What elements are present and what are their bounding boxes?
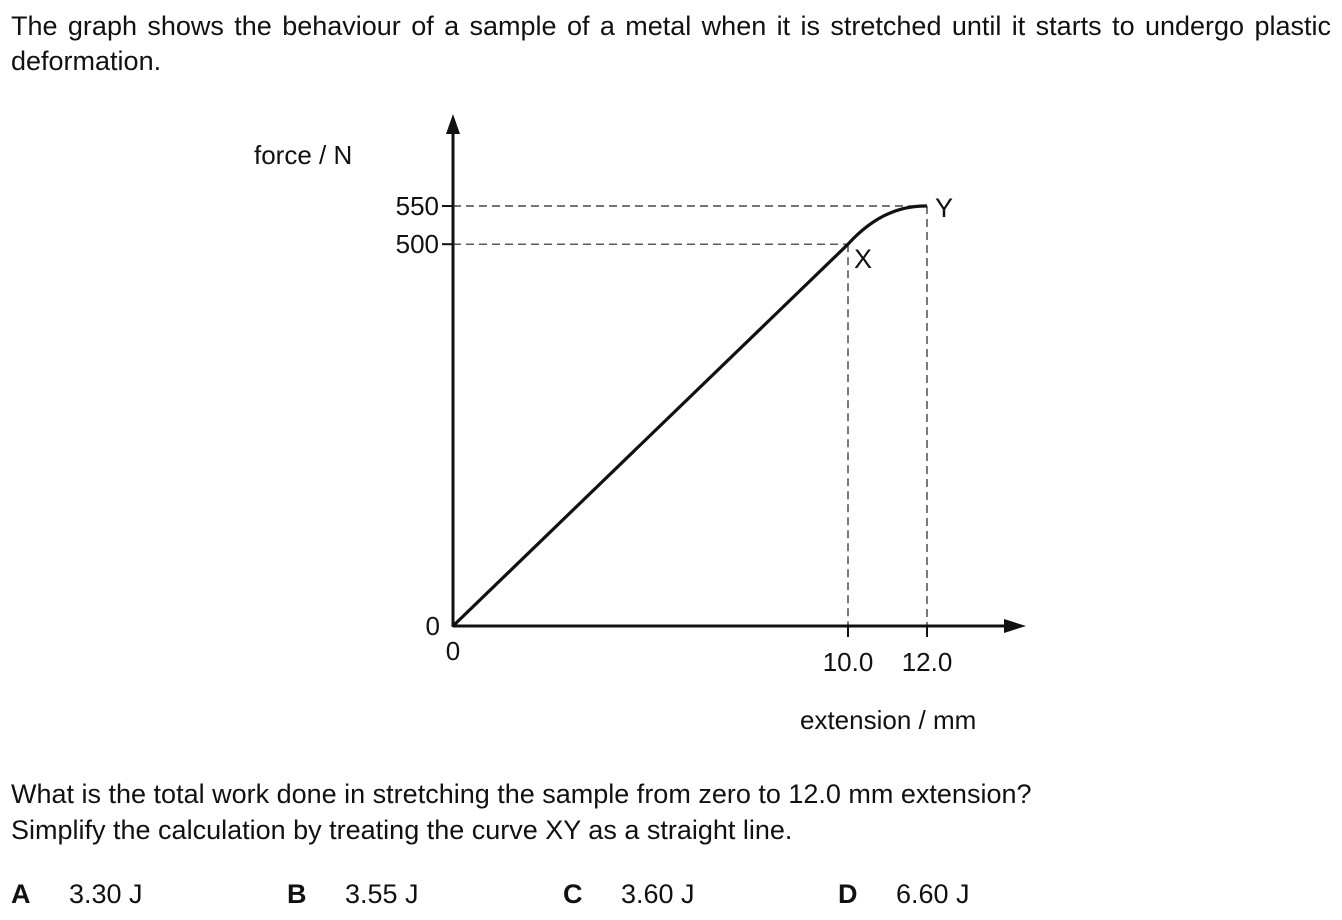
- y-tick-label: 500: [395, 229, 439, 260]
- x-tick-label: 10.0: [822, 647, 874, 677]
- annotations: [854, 193, 953, 274]
- x-tick-label: 0: [445, 636, 461, 666]
- option-c[interactable]: [563, 877, 695, 911]
- point-label-x: X: [854, 244, 873, 275]
- option-value: 3.55 J: [345, 879, 419, 909]
- question: [11, 776, 1032, 848]
- question-line-1: What is the total work done in stretching the sample from zero to 12.0 mm extension?: [11, 779, 1032, 809]
- point-label-y: Y: [935, 193, 954, 224]
- option-letter: A: [11, 879, 31, 909]
- intro-text: The graph shows the behaviour of a sample of a metal when it is stretched until it starts to undergo plastic deformation.: [11, 11, 1331, 76]
- option-b[interactable]: [287, 877, 419, 911]
- option-a[interactable]: [11, 877, 143, 911]
- option-value: 3.60 J: [621, 879, 695, 909]
- x-axis-arrow: [1004, 619, 1026, 633]
- x-tick-label: 12.0: [901, 647, 953, 677]
- x-axis-label: extension / mm: [800, 705, 977, 735]
- question-line-2: Simplify the calculation by treating the curve XY as a straight line.: [11, 815, 793, 845]
- option-letter: C: [563, 879, 583, 909]
- option-letter: D: [838, 879, 858, 909]
- y-tick-label: 550: [395, 191, 439, 222]
- y-axis-label: force / N: [254, 140, 353, 170]
- axes: [446, 114, 1026, 633]
- option-d[interactable]: [838, 877, 970, 911]
- y-tick-label: 0: [425, 611, 440, 641]
- option-letter: B: [287, 879, 307, 909]
- option-value: 6.60 J: [896, 879, 970, 909]
- y-axis-arrow: [446, 114, 460, 134]
- option-value: 3.30 J: [69, 879, 143, 909]
